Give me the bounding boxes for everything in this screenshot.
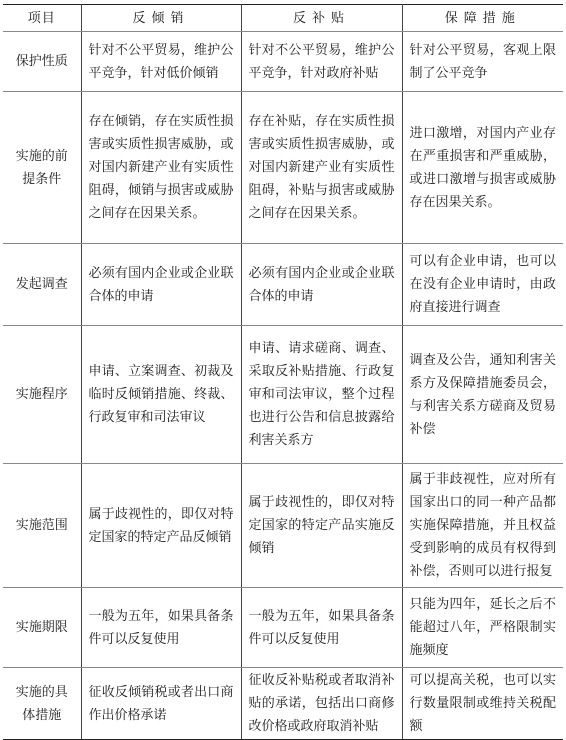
header-row: [3, 5, 563, 32]
cell-antidumping: 必须有国内企业或企业联合体的申请: [81, 244, 241, 326]
cell-countervailing: 一般为五年，如果具备条件可以反复使用: [241, 588, 402, 668]
cell-countervailing: 申请、请求磋商、调查、采取反补贴措施、行政复审和司法审议，整个过程也进行公告和信息披露给利害关系方: [241, 326, 402, 464]
cell-countervailing: 属于歧视性的，即仅对特定国家的特定产品实施反倾销: [241, 464, 402, 588]
cell-antidumping: 针对不公平贸易，维护公平竞争，针对低价倾销: [81, 32, 241, 92]
cell-countervailing: 针对不公平贸易，维护公平竞争，针对政府补贴: [241, 32, 402, 92]
cell-antidumping: 一般为五年，如果具备条件可以反复使用: [81, 588, 241, 668]
cell-antidumping: 申请、立案调查、初裁及临时反倾销措施、终裁、行政复审和司法审议: [81, 326, 241, 464]
cell-countervailing: 征收反补贴税或者取消补贴的承诺，包括出口商修改价格或政府取消补贴: [241, 668, 402, 740]
cell-safeguard: 进口激增，对国内产业存在严重损害和严重威胁，或进口激增与损害或威胁存在因果关系。: [402, 92, 563, 244]
row-label-line: 实施的具体措施: [15, 684, 68, 723]
table-row: [3, 326, 563, 464]
row-label: 发起调查: [3, 244, 81, 326]
table-row: [3, 244, 563, 326]
row-label: [3, 92, 81, 244]
table-row: [3, 32, 563, 92]
row-label: 实施程序: [3, 326, 81, 464]
cell-antidumping: 存在倾销，存在实质性损害或实质性损害威胁，或对国内新建产业有实质性阻碍，倾销与损害或威胁之间存在因果关系。: [81, 92, 241, 244]
row-label: 保护性质: [3, 32, 81, 92]
row-label: [3, 668, 81, 740]
header-antidumping: 反倾销: [81, 5, 241, 32]
table-row: [3, 464, 563, 588]
header-countervailing: 反补贴: [241, 5, 402, 32]
cell-safeguard: 调查及公告，通知利害关系方及保障措施委员会，与利害关系方磋商及贸易补偿: [402, 326, 563, 464]
table-row: [3, 588, 563, 668]
cell-safeguard: 可以有企业申请，也可以在没有企业申请时，由政府直接进行调查: [402, 244, 563, 326]
cell-safeguard: 可以提高关税，也可以实行数量限制或维持关税配额: [402, 668, 563, 740]
row-label-line: 实施的前提条件: [15, 148, 68, 187]
row-label: 实施期限: [3, 588, 81, 668]
cell-countervailing: 存在补贴，存在实质性损害或实质性损害威胁，或对国内新建产业有实质性阻碍，补贴与损害或威胁之间存在因果关系。: [241, 92, 402, 244]
cell-antidumping: 征收反倾销税或者出口商作出价格承诺: [81, 668, 241, 740]
row-label: 实施范围: [3, 464, 81, 588]
table-row: [3, 92, 563, 244]
cell-safeguard: 针对公平贸易，客观上限制了公平竞争: [402, 32, 563, 92]
header-item: 项目: [3, 5, 81, 32]
cell-countervailing: 必须有国内企业或企业联合体的申请: [241, 244, 402, 326]
cell-safeguard: 只能为四年，延长之后不能超过八年，严格限制实施频度: [402, 588, 563, 668]
cell-antidumping: 属于歧视性的，即仅对特定国家的特定产品反倾销: [81, 464, 241, 588]
cell-safeguard: 属于非歧视性，应对所有国家出口的同一种产品都实施保障措施，并且权益受到影响的成员有权得到补偿，否则可以进行报复: [402, 464, 563, 588]
table-row: [3, 668, 563, 740]
header-safeguard: 保障措施: [402, 5, 563, 32]
comparison-table: [3, 4, 563, 740]
